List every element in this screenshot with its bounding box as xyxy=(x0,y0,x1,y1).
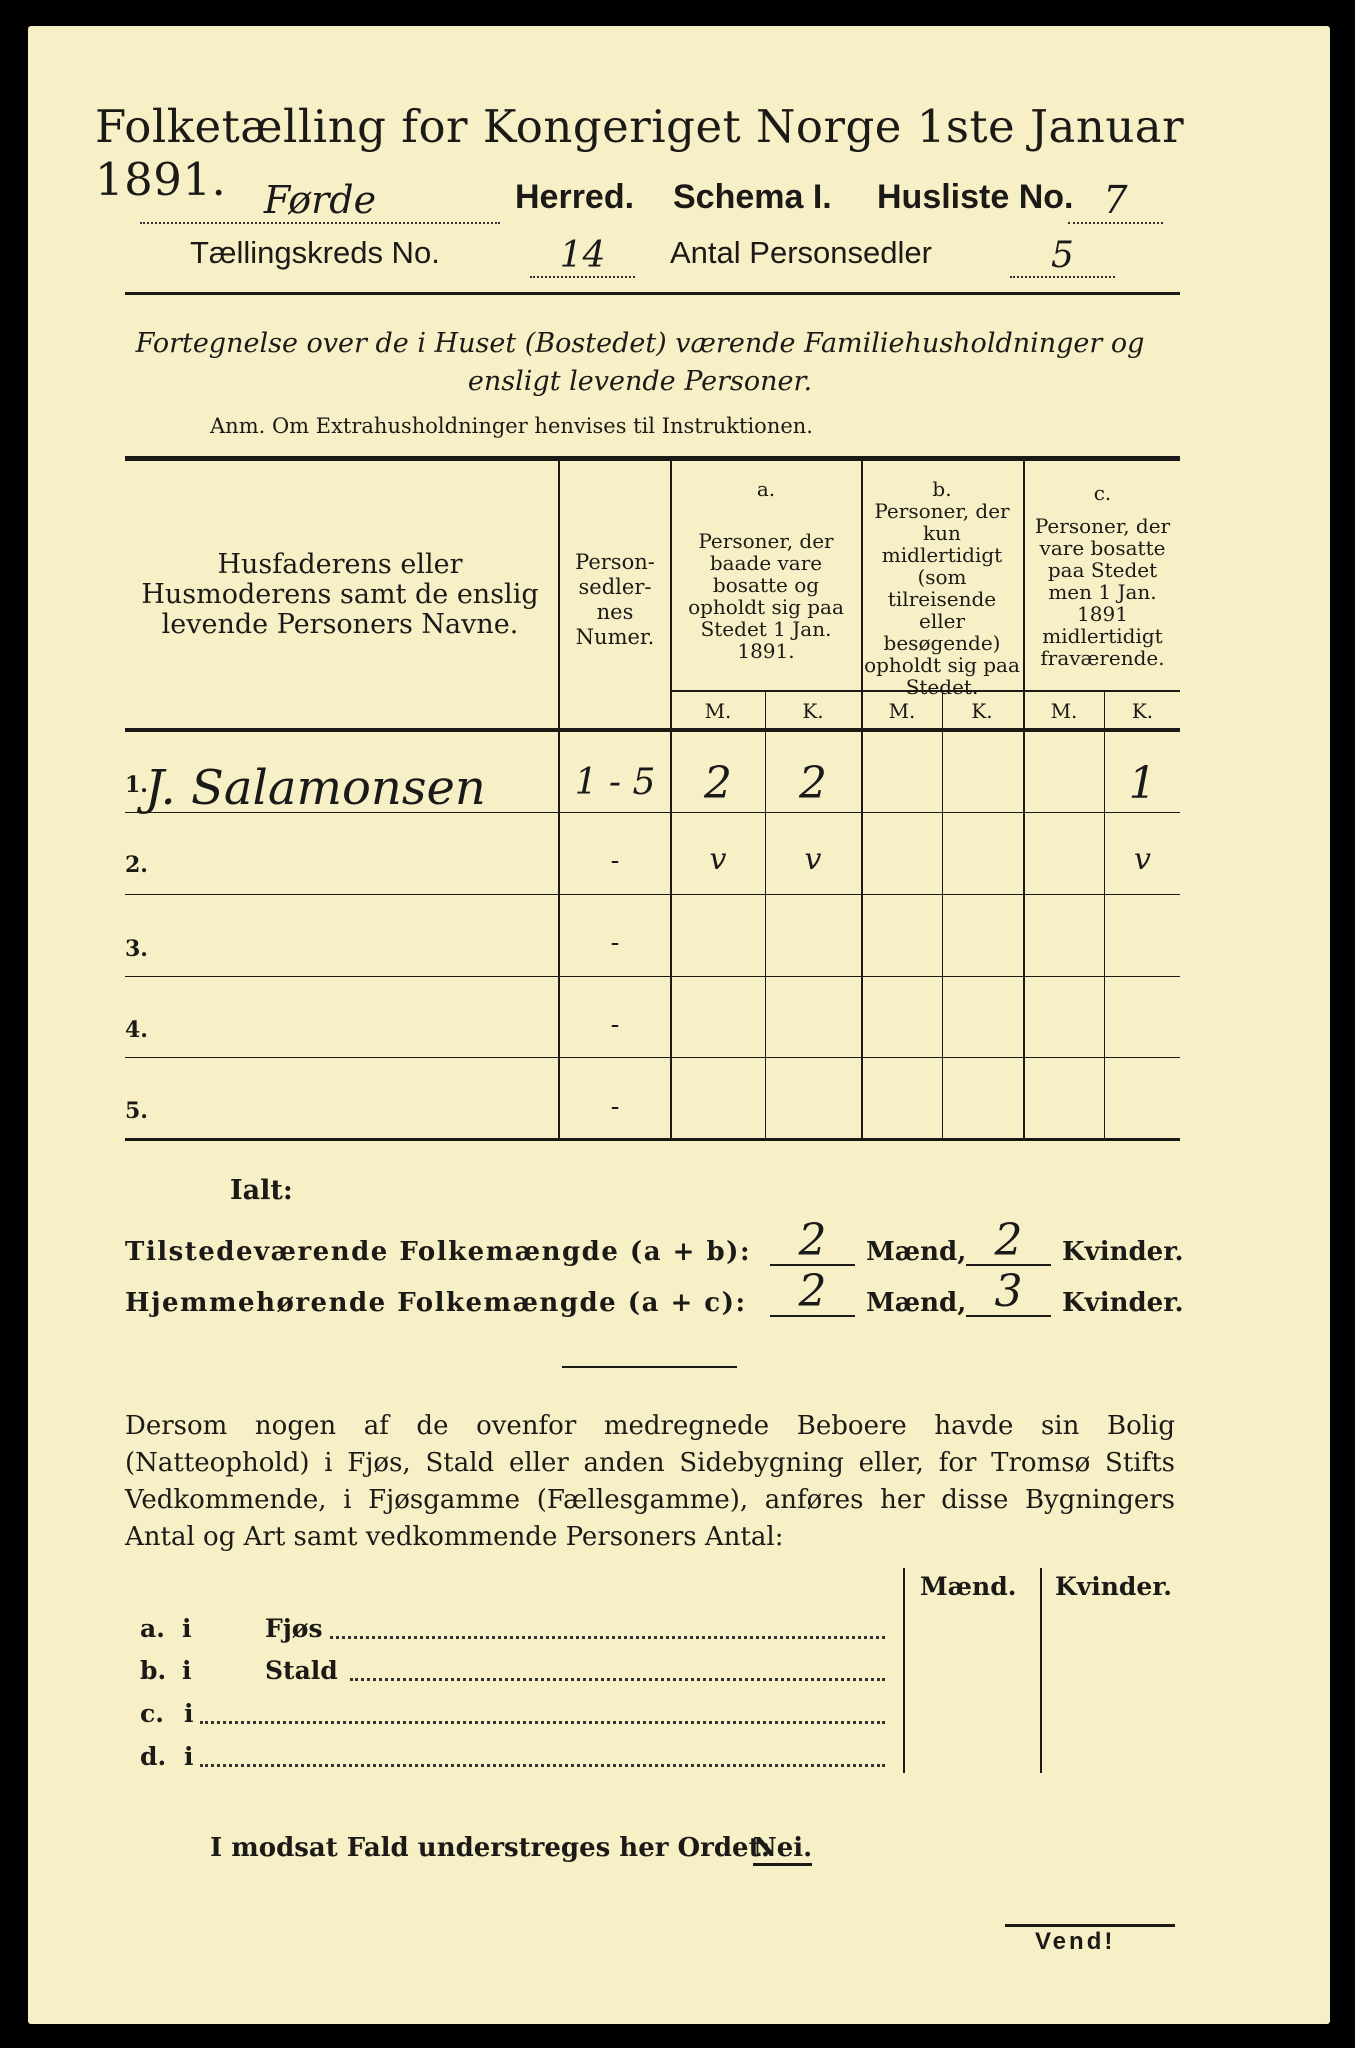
table-top-rule xyxy=(125,456,1180,461)
value-a-m: 2 xyxy=(704,758,732,809)
item-i: i xyxy=(184,1742,194,1771)
value-c-k: v xyxy=(1134,842,1151,877)
dotted-leader xyxy=(330,1636,885,1639)
taellingskreds-label: Tællingskreds No. xyxy=(190,235,440,270)
value-a-k: 2 xyxy=(799,758,827,809)
col-c-m: M. xyxy=(1050,699,1078,723)
col-b-letter: b. xyxy=(932,477,952,501)
dotted-leader xyxy=(350,1678,885,1681)
col-header-numer: Person-sedler-nes Numer. xyxy=(575,550,655,649)
dotted-leader xyxy=(200,1721,885,1724)
taellingskreds-number: 14 xyxy=(530,235,635,278)
kvinder-label: Kvinder. xyxy=(1062,1288,1184,1318)
maend-header: Mænd. xyxy=(920,1572,1017,1601)
row-number: 3. xyxy=(125,936,148,962)
section-divider xyxy=(562,1366,737,1368)
herred-line xyxy=(140,178,500,224)
personsedler-label: Antal Personsedler xyxy=(670,235,932,270)
ialt-label: Ialt: xyxy=(230,1175,293,1206)
nei-word: Nei. xyxy=(753,1833,812,1866)
maend-label: Mænd, xyxy=(866,1288,967,1318)
kvinder-label: Kvinder. xyxy=(1062,1237,1184,1267)
row-number: 2. xyxy=(125,852,148,878)
item-letter: a. xyxy=(140,1614,165,1643)
col-a-k: K. xyxy=(802,699,824,723)
col-c-letter: c. xyxy=(1093,481,1112,505)
col-header-b: Personer, der kun midlertidigt (som tilreisende eller besøgende) opholdt sig paa Stedet. xyxy=(864,499,1020,699)
value-c-k: 1 xyxy=(1128,758,1157,809)
item-i: i xyxy=(182,1656,192,1685)
item-letter: d. xyxy=(140,1742,167,1771)
col-c-k: K. xyxy=(1131,699,1154,723)
col-a-m: M. xyxy=(704,699,732,723)
col-divider xyxy=(903,1568,905,1773)
person-name: J. Salamonsen xyxy=(145,760,486,816)
maend-label: Mænd, xyxy=(866,1237,967,1267)
husliste-number: 7 xyxy=(1068,178,1163,224)
hjemme-kvinder-value: 3 xyxy=(966,1269,1051,1317)
schema-label: Schema I. xyxy=(673,178,832,216)
personseddel-numer: - xyxy=(610,928,620,958)
table-header-rule xyxy=(125,728,1180,732)
personseddel-numer: - xyxy=(610,1010,620,1040)
vend-label: Vend! xyxy=(1035,1928,1116,1955)
husliste-label: Husliste No. xyxy=(877,178,1074,216)
col-divider xyxy=(1040,1568,1042,1773)
anm-note: Anm. Om Extrahusholdninger henvises til Instruktionen. xyxy=(210,414,813,438)
herred-label: Herred. xyxy=(515,178,635,216)
intro-text: Fortegnelse over de i Huset (Bostedet) værende Familiehusholdninger og ensligt levende Personer. xyxy=(135,328,1145,397)
buildings-paragraph: Dersom nogen af de ovenfor medregnede Beboere havde sin Bolig (Natteophold) i Fjøs, Stald eller anden Sidebygning eller, for Tromsø Stifts Vedkommende, i Fjøsgamme (Fællesgamme), anføres her disse Bygningers Antal og Art samt vedkommende Personers Antal: xyxy=(125,1411,1175,1552)
header-divider xyxy=(125,292,1180,295)
herred-name: Førde xyxy=(140,178,500,224)
col-b-m: M. xyxy=(888,699,916,723)
row-number: 1. xyxy=(125,772,148,798)
dotted-leader xyxy=(200,1764,885,1767)
kvinder-header: Kvinder. xyxy=(1055,1572,1172,1601)
vend-rule xyxy=(1005,1924,1175,1927)
hjemme-maend-value: 2 xyxy=(770,1269,855,1317)
row-line xyxy=(125,1057,1180,1058)
value-a-k: v xyxy=(804,842,822,877)
col-a-letter: a. xyxy=(756,477,776,501)
row-line xyxy=(125,894,1180,895)
item-letter: c. xyxy=(140,1699,164,1728)
tilstede-kvinder-value: 2 xyxy=(966,1218,1051,1266)
col-header-names: Husfaderens eller Husmoderens samt de enslig levende Personers Navne. xyxy=(141,549,539,640)
col-b-k: K. xyxy=(971,699,993,723)
form-title: Folketælling for Kongeriget Norge 1ste Januar 1891. xyxy=(95,100,1185,206)
personseddel-numer: - xyxy=(610,846,620,876)
item-letter: b. xyxy=(140,1656,167,1685)
table-bottom-rule xyxy=(125,1138,1180,1141)
personsedler-count: 5 xyxy=(1010,235,1115,278)
personseddel-numer: - xyxy=(610,1092,620,1122)
tilstede-maend-value: 2 xyxy=(770,1218,855,1266)
item-fjos: Fjøs xyxy=(265,1614,323,1643)
item-i: i xyxy=(182,1614,192,1643)
row-number: 4. xyxy=(125,1017,148,1043)
col-divider xyxy=(942,692,943,1138)
col-header-c: Personer, der vare bosatte paa Stedet men 1 Jan. 1891 midlertidigt fraværende. xyxy=(1034,514,1171,670)
tilstede-label: Tilstedeværende Folkemængde (a + b): xyxy=(125,1237,752,1267)
item-stald: Stald xyxy=(265,1656,338,1685)
value-a-m: v xyxy=(709,842,727,877)
modsat-text: I modsat Fald understreges her Ordet: xyxy=(210,1833,771,1863)
personseddel-numer: 1 - 5 xyxy=(574,762,656,803)
col-header-a: Personer, der baade vare bosatte og opholdt sig paa Stedet 1 Jan. 1891. xyxy=(688,529,844,663)
row-line xyxy=(125,976,1180,977)
hjemme-label: Hjemmehørende Folkemængde (a + c): xyxy=(125,1288,747,1318)
row-number: 5. xyxy=(125,1098,148,1124)
item-i: i xyxy=(184,1699,194,1728)
